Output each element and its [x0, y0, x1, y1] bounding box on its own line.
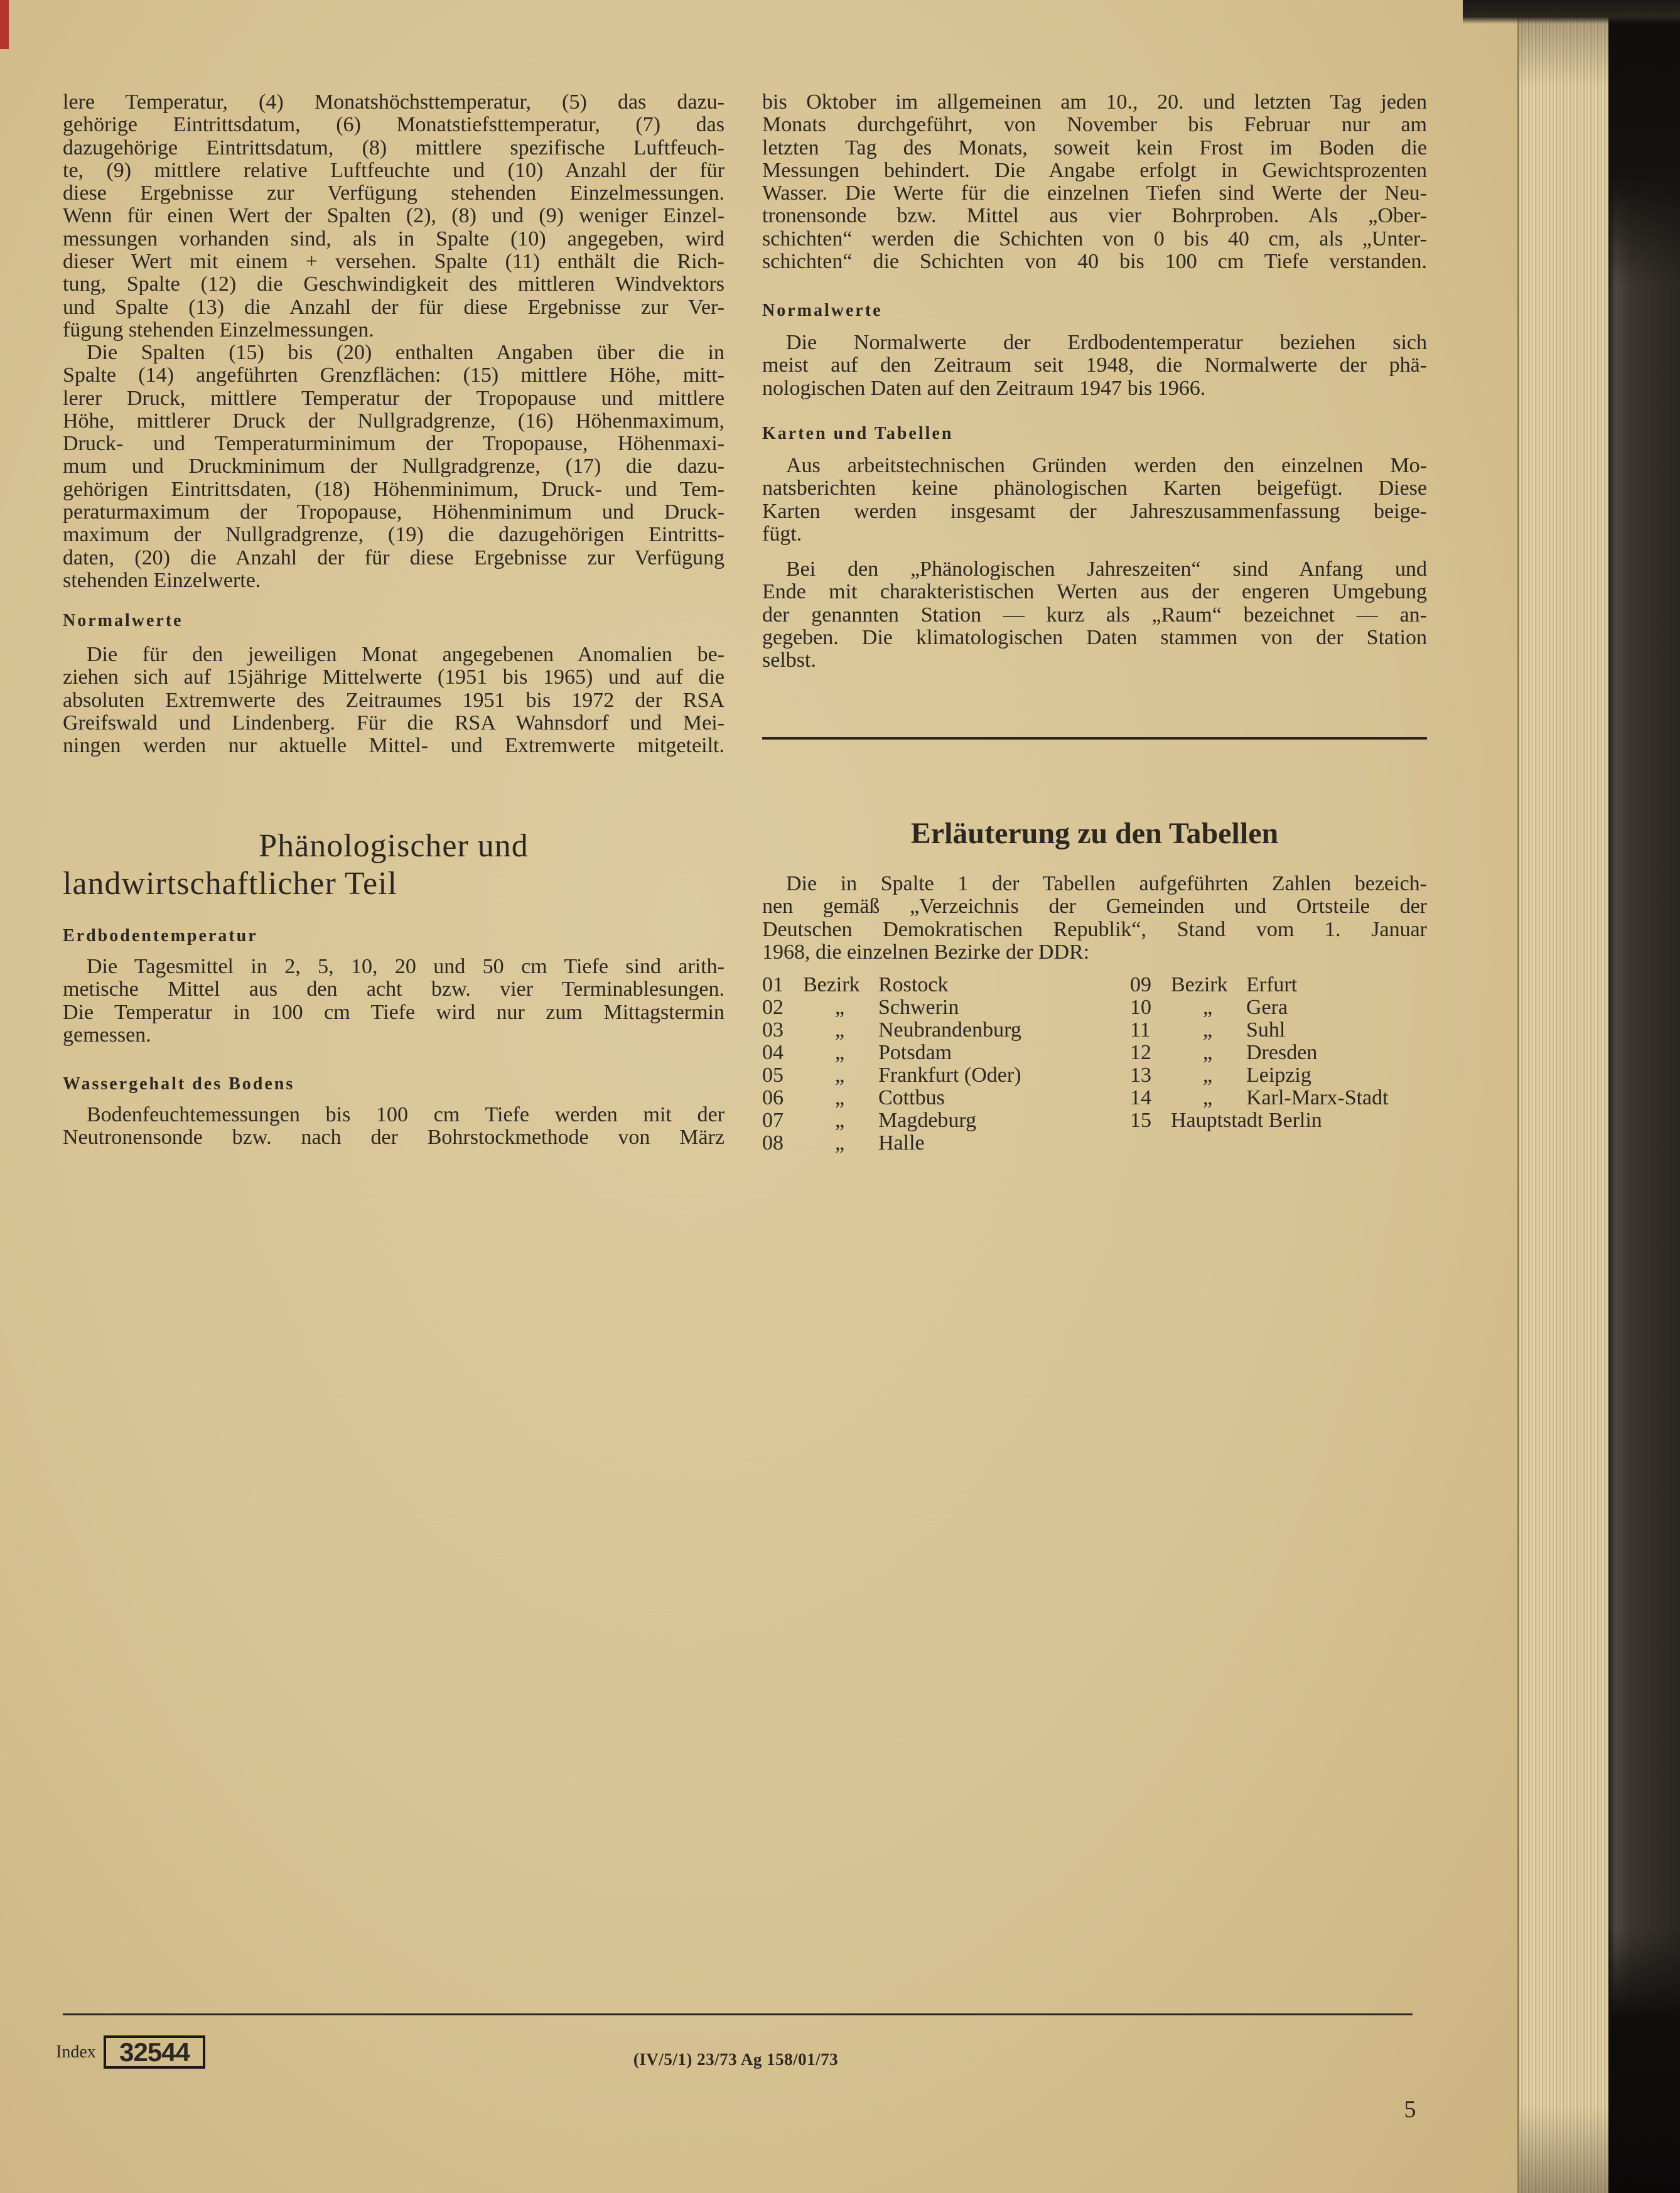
bezirk-row — [762, 1087, 1114, 1109]
bezirk-num: 06 — [762, 1086, 783, 1109]
paragraph-normalwerte-right — [762, 331, 1427, 400]
bezirk-name: Schwerin — [878, 996, 959, 1019]
heading-normalwerte-left: Normalwerte — [63, 611, 183, 630]
text-line: Die in Spalte 1 der Tabellen aufgeführten Zahlen bezeich- — [786, 872, 1427, 895]
text-line: dieser Wert mit einem + versehen. Spalte (11) enthält die Rich- — [63, 250, 724, 274]
text-line: messungen vorhanden sind, als in Spalte (10) angegeben, wird — [63, 227, 724, 251]
text-line: mum und Druckminimum der Nullgradgrenze, (17) die dazu- — [63, 455, 724, 478]
bezirk-row — [762, 1109, 1114, 1132]
bezirk-num: 05 — [762, 1064, 783, 1087]
bezirk-num: 09 — [1130, 973, 1151, 996]
index-label: Index — [56, 2042, 96, 2062]
text-line: Ende mit charakteristischen Werten aus der engeren Umgebung — [762, 580, 1427, 604]
red-edge-mark — [0, 0, 9, 49]
bezirk-prefix: „ — [835, 996, 845, 1019]
paragraph-erdbodentemperatur — [63, 956, 724, 1047]
bezirk-prefix: „ — [1203, 1041, 1213, 1064]
bezirk-num: 14 — [1130, 1086, 1151, 1109]
text-line: fügung stehenden Einzelmessungen. — [63, 318, 374, 342]
bezirk-prefix: Hauptstadt Berlin — [1171, 1109, 1322, 1132]
text-line: metische Mittel aus den acht bzw. vier Terminablesungen. — [63, 978, 724, 1001]
bezirk-num: 03 — [762, 1018, 783, 1042]
text-line: nen gemäß „Verzeichnis der Gemeinden und Ortsteile der — [762, 895, 1427, 919]
text-line: Neutronensonde bzw. nach der Bohrstockmethode von März — [63, 1126, 724, 1150]
section-title-erlaeuterung: Erläuterung zu den Tabellen — [910, 817, 1279, 850]
paragraph-wassergehalt-start — [63, 1104, 724, 1150]
bezirk-num: 11 — [1130, 1018, 1151, 1042]
heading-wassergehalt: Wassergehalt des Bodens — [63, 1074, 295, 1094]
text-line: bis Oktober im allgemeinen am 10., 20. und letzten Tag jeden — [762, 90, 1427, 114]
text-line: lerer Druck, mittlere Temperatur der Tropopause und mittlere — [63, 386, 724, 410]
text-line: Karten werden insgesamt der Jahreszusammenfassung beige- — [762, 499, 1427, 523]
bezirk-row — [1130, 1109, 1482, 1132]
footer-rule — [63, 2013, 1413, 2015]
text-line: Bodenfeuchtemessungen bis 100 cm Tiefe werden mit der — [87, 1103, 724, 1126]
text-line: Spalte (14) angeführten Grenzflächen: (15) mittlere Höhe, mitt- — [63, 364, 724, 387]
text-line: ningen werden nur aktuelle Mittel- und Extremwerte mitgeteilt. — [63, 734, 724, 758]
bezirk-name: Rostock — [878, 973, 949, 996]
bezirk-num: 12 — [1130, 1041, 1151, 1064]
text-line: Phänologischer und — [259, 828, 529, 864]
text-line: Die Normalwerte der Erdbodentemperatur beziehen sich — [786, 331, 1427, 354]
text-line: Wasser. Die Werte für die einzelnen Tiefen sind Werte der Neu- — [762, 181, 1427, 205]
text-line: absoluten Extremwerte des Zeitraumes 1951 bis 1972 der RSA — [63, 688, 724, 712]
paragraph-karten — [762, 455, 1427, 546]
bezirk-num: 08 — [762, 1131, 783, 1155]
index-number-box: 32544 — [104, 2035, 205, 2069]
bezirk-prefix: „ — [1203, 1018, 1213, 1042]
text-line: stehenden Einzelwerte. — [63, 568, 261, 592]
bezirk-name: Karl-Marx-Stadt — [1246, 1086, 1389, 1109]
bezirk-row — [762, 996, 1114, 1019]
paragraph-normalwerte-left — [63, 644, 724, 757]
bezirk-prefix: „ — [835, 1086, 845, 1109]
page-number: 5 — [1404, 2096, 1416, 2123]
bezirke-list-right — [1130, 974, 1482, 1132]
bezirk-prefix: Bezirk — [803, 973, 860, 996]
bezirk-num: 15 — [1130, 1109, 1151, 1132]
heading-karten-tabellen: Karten und Tabellen — [762, 424, 954, 443]
bezirk-num: 02 — [762, 996, 783, 1019]
text-line: maximum der Nullgradgrenze, (19) die dazugehörigen Eintritts- — [63, 523, 724, 547]
paragraph-jahreszeiten — [762, 558, 1427, 672]
text-line: gemessen. — [63, 1023, 151, 1047]
bezirk-name: Halle — [878, 1131, 925, 1155]
text-line: gehörige Eintrittsdatum, (6) Monatstiefsttemperatur, (7) das — [63, 113, 724, 137]
text-line: Bei den „Phänologischen Jahreszeiten“ sind Anfang und — [786, 558, 1427, 581]
bezirk-name: Leipzig — [1246, 1064, 1311, 1087]
text-line: Die Tagesmittel in 2, 5, 10, 20 und 50 cm Tiefe sind arith- — [87, 955, 724, 978]
text-line: 1968, die einzelnen Bezirke der DDR: — [762, 940, 1090, 964]
paragraph-wassergehalt-continued — [762, 91, 1427, 273]
book-binding-shadow — [1608, 0, 1680, 2193]
heading-erdbodentemperatur: Erdbodentemperatur — [63, 926, 258, 946]
book-page-edges — [1517, 0, 1608, 2193]
bezirk-row — [1130, 1064, 1482, 1087]
text-line: fügt. — [762, 522, 802, 546]
text-line: meist auf den Zeitraum seit 1948, die Normalwerte der phä- — [762, 353, 1427, 377]
text-line: lere Temperatur, (4) Monatshöchsttemperatur, (5) das dazu- — [63, 90, 724, 114]
bezirk-name: Suhl — [1246, 1018, 1286, 1042]
text-line: schichten“ werden die Schichten von 0 bis 40 cm, als „Unter- — [762, 227, 1427, 251]
bezirk-prefix: „ — [1203, 1064, 1213, 1087]
text-line: letzten Tag des Monats, soweit kein Frost im Boden die — [762, 136, 1427, 159]
text-line: der genannten Station — kurz als „Raum“ bezeichnet — an- — [762, 603, 1427, 627]
text-line: Druck- und Temperaturminimum der Tropopause, Höhenmaxi- — [63, 432, 724, 456]
text-line: peraturmaximum der Tropopause, Höhenminimum und Druck- — [63, 500, 724, 524]
text-line: tronensonde bzw. Mittel aus vier Bohrproben. Als „Ober- — [762, 204, 1427, 228]
bezirk-prefix: „ — [835, 1041, 845, 1064]
heading-normalwerte-right: Normalwerte — [762, 301, 883, 320]
bezirk-num: 07 — [762, 1109, 783, 1132]
bezirk-name: Potsdam — [878, 1041, 952, 1064]
bezirk-num: 13 — [1130, 1064, 1151, 1087]
bezirk-row — [762, 1064, 1114, 1087]
text-line: gegeben. Die klimatologischen Daten stammen von der Station — [762, 625, 1427, 649]
bezirk-row — [1130, 974, 1482, 996]
text-line: Greifswald und Lindenberg. Für die RSA Wahnsdorf und Mei- — [63, 711, 724, 735]
text-line: ziehen sich auf 15jährige Mittelwerte (1951 bis 1965) und auf die — [63, 665, 724, 689]
text-line: gehörigen Eintrittsdaten, (18) Höhenminimum, Druck- und Tem- — [63, 477, 724, 501]
text-line: natsberichten keine phänologischen Karten beigefügt. Diese — [762, 477, 1427, 500]
print-code: (IV/5/1) 23/73 Ag 158/01/73 — [633, 2050, 839, 2069]
bezirk-name: Neubrandenburg — [878, 1018, 1021, 1042]
text-line: Die Temperatur in 100 cm Tiefe wird nur zum Mittagstermin — [63, 1000, 724, 1024]
bezirk-num: 10 — [1130, 996, 1151, 1019]
bezirk-name: Erfurt — [1246, 973, 1298, 996]
bezirk-row — [1130, 1042, 1482, 1064]
text-line: te, (9) mittlere relative Luftfeuchte und (10) Anzahl der für — [63, 158, 724, 182]
binding-top-edge — [1463, 0, 1680, 24]
bezirk-name: Gera — [1246, 996, 1288, 1019]
text-line: schichten“ die Schichten von 40 bis 100 cm Tiefe verstanden. — [762, 250, 1427, 274]
text-line: Aus arbeitstechnischen Gründen werden den einzelnen Mo- — [786, 454, 1427, 477]
text-line: Deutschen Demokratischen Republik“, Stand vom 1. Januar — [762, 917, 1427, 941]
text-line: Höhe, mittlerer Druck der Nullgradgrenze, (16) Höhenmaximum, — [63, 409, 724, 433]
section-title-phaenologisch — [63, 827, 724, 903]
bezirk-prefix: „ — [835, 1109, 845, 1132]
text-line: daten, (20) die Anzahl der für diese Ergebnisse zur Verfügung — [63, 546, 724, 569]
bezirk-name: Cottbus — [878, 1086, 945, 1109]
bezirk-prefix: „ — [1203, 996, 1213, 1019]
bezirk-row — [762, 1019, 1114, 1042]
text-line: Monats durchgeführt, von November bis Februar nur am — [762, 113, 1427, 137]
bezirk-row — [762, 1042, 1114, 1064]
paragraph-erlaeuterung — [762, 873, 1427, 964]
text-line: Die für den jeweiligen Monat angegebenen Anomalien be- — [87, 643, 724, 666]
text-line: und Spalte (13) die Anzahl der für diese Ergebnisse zur Ver- — [63, 295, 724, 319]
bezirk-row — [762, 974, 1114, 996]
bezirk-prefix: Bezirk — [1171, 973, 1228, 996]
bezirke-list-left — [762, 974, 1114, 1155]
bezirk-prefix: „ — [1203, 1086, 1213, 1109]
text-line: diese Ergebnisse zur Verfügung stehenden Einzelmessungen. — [63, 181, 724, 205]
bezirk-prefix: „ — [835, 1018, 845, 1042]
bezirk-name: Frankfurt (Oder) — [878, 1064, 1021, 1087]
bezirk-prefix: „ — [835, 1131, 845, 1155]
text-line: landwirtschaftlicher Teil — [63, 866, 397, 902]
bezirk-num: 04 — [762, 1041, 783, 1064]
paragraph-spalten-1-13 — [63, 91, 724, 342]
bezirk-name: Magdeburg — [878, 1109, 977, 1132]
bezirk-row — [1130, 1087, 1482, 1109]
text-line: Wenn für einen Wert der Spalten (2), (8) und (9) weniger Einzel- — [63, 204, 724, 228]
text-line: Die Spalten (15) bis (20) enthalten Angaben über die in — [87, 341, 724, 364]
text-line: dazugehörige Eintrittsdatum, (8) mittlere spezifische Luftfeuch- — [63, 136, 724, 159]
paragraph-spalten-15-20 — [63, 342, 724, 592]
text-line: selbst. — [762, 649, 816, 672]
bezirk-row — [1130, 1019, 1482, 1042]
bezirk-row — [1130, 996, 1482, 1019]
bezirk-row — [762, 1132, 1114, 1155]
bezirk-num: 01 — [762, 973, 783, 996]
text-line: Messungen behindert. Die Angabe erfolgt in Gewichtsprozenten — [762, 158, 1427, 182]
bezirk-prefix: „ — [835, 1064, 845, 1087]
text-line: tung, Spalte (12) die Geschwindigkeit des mittleren Windvektors — [63, 272, 724, 296]
bezirk-name: Dresden — [1246, 1041, 1318, 1064]
text-line: nologischen Daten auf den Zeitraum 1947 bis 1966. — [762, 376, 1206, 400]
section-divider-rule — [762, 737, 1427, 740]
